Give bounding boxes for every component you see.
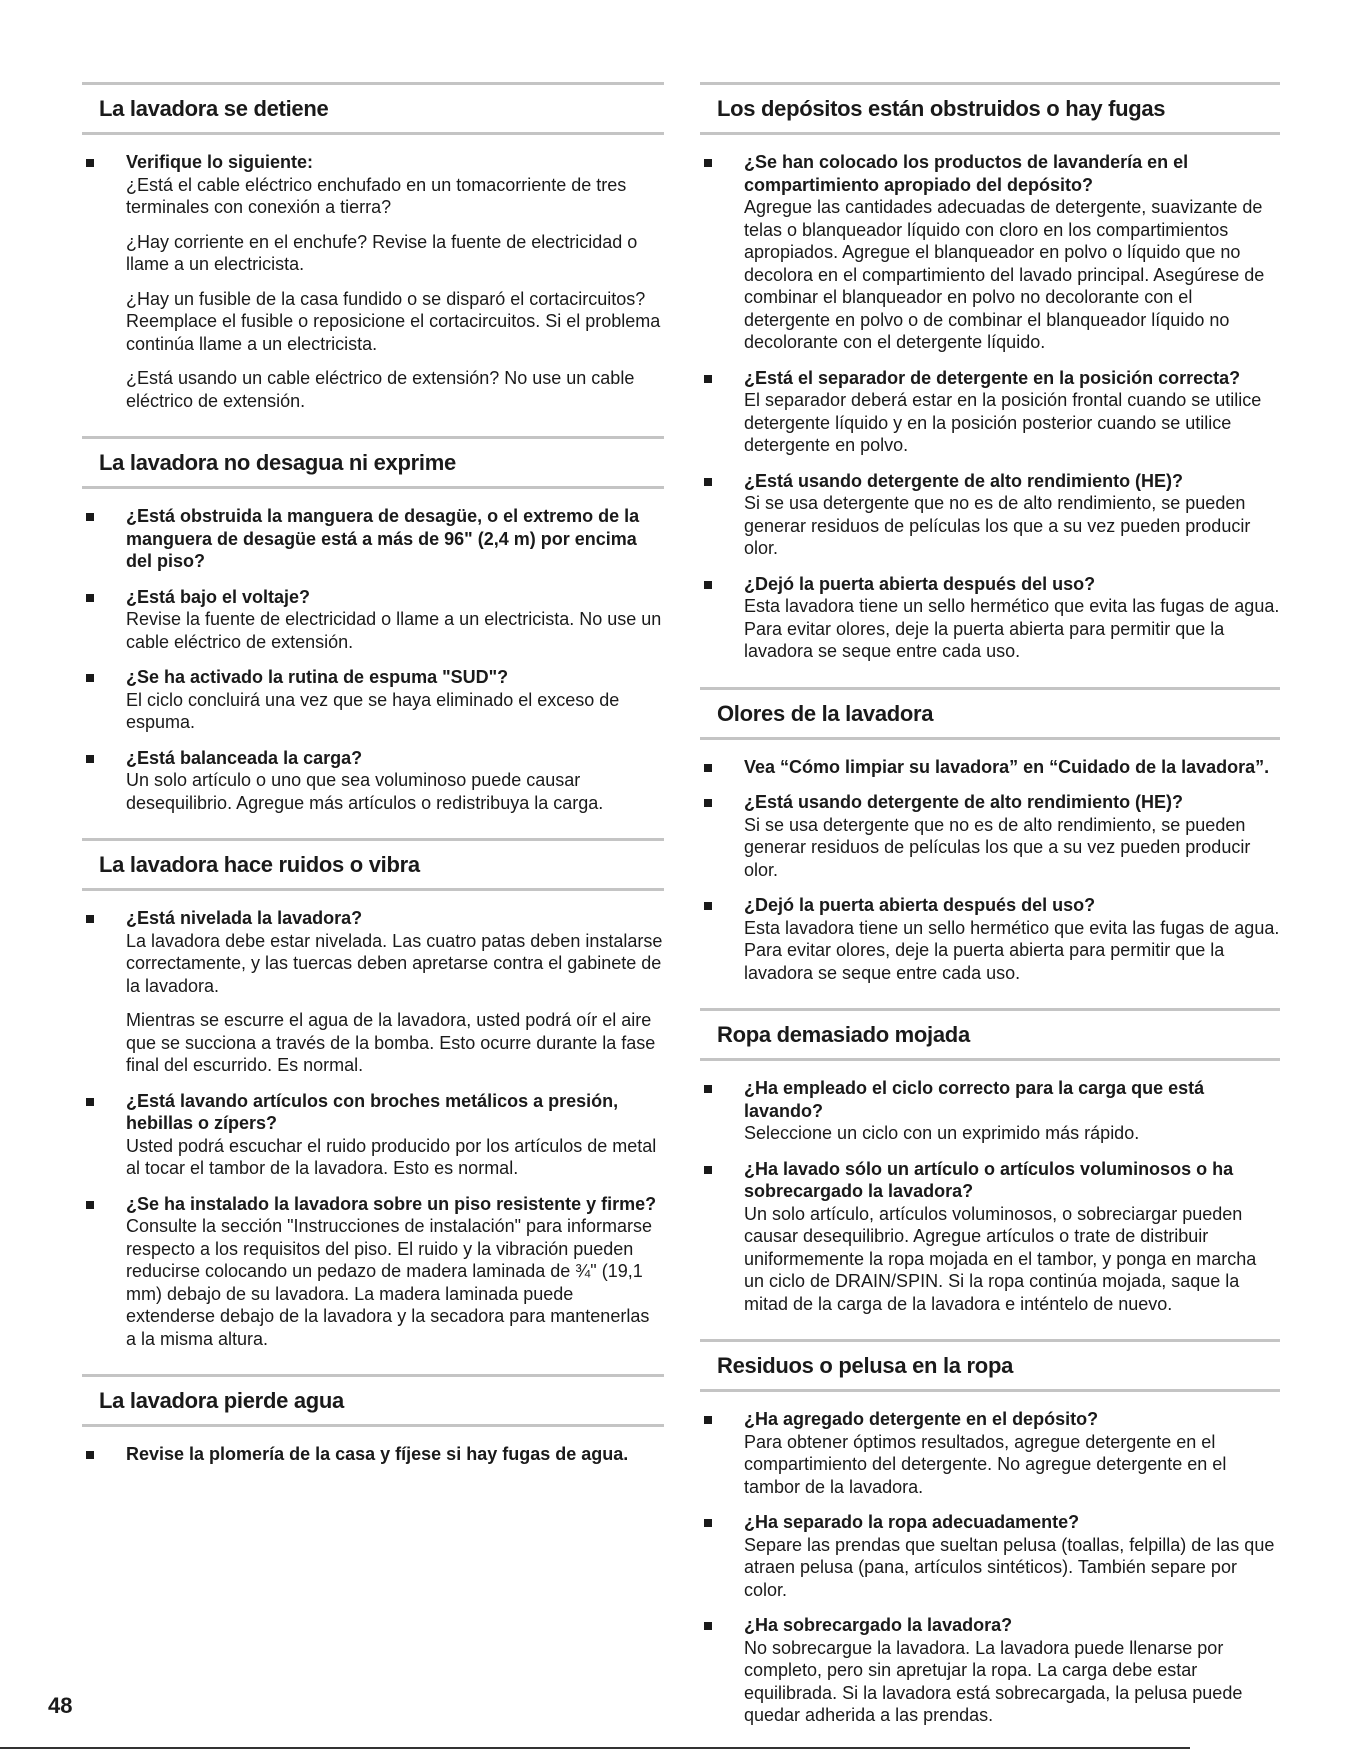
item-answer: Agregue las cantidades adecuadas de detergente, suavizante de telas o blanqueador líquido con cloro en los compartimientos apropiados. Agregue el blanqueador en polvo o líquido que no decolora en el compartimiento del lavado principal. Asegúrese de combinar el blanqueador en polvo no decolorante con el detergente en polvo o de combinar el blanqueador líquido no decolorante con el detergente líquido. — [744, 197, 1265, 352]
item-answer: Si se usa detergente que no es de alto rendimiento, se pueden generar residuos de películas los que a su vez pueden producir olor. — [744, 814, 1251, 880]
item-question: ¿Está obstruida la manguera de desagüe, o el extremo de la manguera de desagüe está a más de 96" (2,4 m) por encima del piso? — [126, 506, 640, 571]
list-item — [700, 470, 1280, 560]
item-paragraph: ¿Hay un fusible de la casa fundido o se disparó el cortacircuitos? Reemplace el fusible o reposicione el cortacircuitos. Si el problema continúa llame a un electricista. — [126, 288, 661, 354]
list-item — [82, 151, 664, 412]
item-question: ¿Está lavando artículos con broches metálicos a presión, hebillas o zípers? — [126, 1090, 619, 1133]
list-item — [82, 1193, 664, 1351]
section-title: Los depósitos están obstruidos o hay fugas — [717, 96, 1166, 121]
item-question: ¿Está nivelada la lavadora? — [126, 908, 363, 928]
bullet-icon — [704, 1166, 712, 1174]
bullet-icon — [704, 1519, 712, 1527]
list-item — [82, 505, 664, 573]
bullet-icon — [704, 581, 712, 589]
item-question: Vea “Cómo limpiar su lavadora” en “Cuidado de la lavadora”. — [744, 756, 1270, 777]
section-header — [700, 1339, 1280, 1392]
right-column — [700, 82, 1280, 1751]
bullet-icon — [86, 1201, 94, 1209]
section-la-lavadora-hace-ruidos-o-vibra — [82, 838, 664, 1350]
list-item — [82, 1443, 664, 1466]
item-answer: No sobrecargue la lavadora. La lavadora puede llenarse por completo, pero sin apretujar la ropa. La carga debe estar equilibrada. Si la lavadora está sobrecargada, la pelusa puede quedar adherida a las prendas. — [744, 1637, 1243, 1725]
item-question: ¿Está balanceada la carga? — [126, 747, 363, 768]
section-la-lavadora-pierde-agua — [82, 1374, 664, 1466]
item-question: ¿Ha sobrecargado la lavadora? — [744, 1615, 1013, 1635]
section-residuos-o-pelusa-en-la-ropa — [700, 1339, 1280, 1727]
section-la-lavadora-no-desagua-ni-exprime — [82, 436, 664, 814]
bullet-icon — [704, 799, 712, 807]
bullet-icon — [704, 159, 712, 167]
section-header — [700, 1008, 1280, 1061]
item-question: Revise la plomería de la casa y fíjese si hay fugas de agua. — [126, 1444, 629, 1464]
bullet-icon — [86, 1451, 94, 1459]
item-question: ¿Se ha instalado la lavadora sobre un piso resistente y firme? — [126, 1193, 657, 1214]
list-item — [700, 1158, 1280, 1316]
section-title: La lavadora no desagua ni exprime — [99, 450, 456, 475]
item-question: ¿Está bajo el voltaje? — [126, 586, 311, 607]
item-answer: Seleccione un ciclo con un exprimido más rápido. — [744, 1123, 1140, 1143]
list-item — [82, 666, 664, 734]
bullet-icon — [86, 674, 94, 682]
list-item — [700, 1511, 1280, 1601]
list-item — [82, 586, 664, 654]
item-answer: La lavadora debe estar nivelada. Las cuatro patas deben instalarse correctamente, y las tuercas deben apretarse contra el gabinete de la lavadora. — [126, 930, 663, 996]
left-column — [82, 82, 664, 1490]
bullet-icon — [704, 764, 712, 772]
item-answer: Esta lavadora tiene un sello hermético que evita las fugas de agua. Para evitar olores, deje la puerta abierta para permitir que la lavadora se seque entre cada uso. — [744, 917, 1280, 983]
list-item — [700, 573, 1280, 663]
section-header — [82, 838, 664, 891]
list-item — [700, 1614, 1280, 1727]
item-answer: Si se usa detergente que no es de alto rendimiento, se pueden generar residuos de películas los que a su vez pueden producir olor. — [744, 493, 1251, 558]
section-header — [82, 82, 664, 135]
section-los-depositos-estan-obstruidos-o-hay-fugas — [700, 82, 1280, 663]
item-answer: Esta lavadora tiene un sello hermético que evita las fugas de agua. Para evitar olores, deje la puerta abierta para permitir que la lavadora se seque entre cada uso. — [744, 596, 1280, 661]
section-header — [700, 687, 1280, 740]
section-title: Ropa demasiado mojada — [717, 1022, 970, 1047]
item-answer: El separador deberá estar en la posición frontal cuando se utilice detergente líquido y en la posición posterior cuando se utilice detergente en polvo. — [744, 390, 1262, 455]
bullet-icon — [704, 478, 712, 486]
bullet-icon — [704, 1416, 712, 1424]
item-question: ¿Ha agregado detergente en el depósito? — [744, 1409, 1099, 1429]
item-answer: Un solo artículo o uno que sea voluminoso puede causar desequilibrio. Agregue más artículos o redistribuya la carga. — [126, 770, 604, 813]
item-answer: Usted podrá escuchar el ruido producido por los artículos de metal al tocar el tambor de la lavadora. Esto es normal. — [126, 1135, 657, 1178]
list-item — [700, 756, 1280, 779]
list-item — [700, 1408, 1280, 1498]
bottom-rule — [0, 1747, 1190, 1749]
item-paragraph: ¿Está usando un cable eléctrico de extensión? No use un cable eléctrico de extensión. — [126, 368, 635, 411]
section-header — [700, 82, 1280, 135]
bullet-icon — [704, 1085, 712, 1093]
item-answer: Revise la fuente de electricidad o llame a un electricista. No use un cable eléctrico de extensión. — [126, 609, 662, 652]
item-answer: ¿Está el cable eléctrico enchufado en un tomacorriente de tres terminales con conexión a tierra? — [126, 174, 627, 217]
list-item — [700, 1077, 1280, 1145]
item-paragraph: ¿Hay corriente en el enchufe? Revise la fuente de electricidad o llame a un electricista. — [126, 231, 638, 274]
list-item — [700, 151, 1280, 354]
list-item — [82, 907, 664, 1077]
list-item — [82, 1090, 664, 1180]
bullet-icon — [86, 159, 94, 167]
section-header — [82, 1374, 664, 1427]
item-answer: Un solo artículo, artículos voluminosos, o sobreciargar pueden causar desequilibrio. Agregue artículos o trate de distribuir uniformemente la ropa mojada en el tambor, y ponga en marcha un ciclo de DRAIN/SPIN. Si la ropa continúa mojada, saque la mitad de la carga de la lavadora e inténtelo de nuevo. — [744, 1203, 1257, 1314]
item-question: ¿Está usando detergente de alto rendimiento (HE)? — [744, 470, 1184, 491]
section-title: Residuos o pelusa en la ropa — [717, 1353, 1014, 1378]
item-question: Verifique lo siguiente: — [126, 152, 314, 172]
item-question: ¿Dejó la puerta abierta después del uso? — [744, 573, 1096, 594]
page-number: 48 — [48, 1693, 73, 1718]
section-title: La lavadora se detiene — [99, 96, 329, 121]
item-answer: Consulte la sección "Instrucciones de instalación" para informarse respecto a los requisitos del piso. El ruido y la vibración pueden reducirse colocando un pedazo de madera laminada de ¾" (19,1 mm) debajo de su lavadora. La madera laminada puede extenderse debajo de la lavadora y la secadora para mantenerlas a la misma altura. — [126, 1216, 653, 1349]
bullet-icon — [704, 902, 712, 910]
section-olores-de-la-lavadora — [700, 687, 1280, 985]
bullet-icon — [704, 1622, 712, 1630]
bullet-icon — [86, 915, 94, 923]
item-paragraph: Mientras se escurre el agua de la lavadora, usted podrá oír el aire que se succiona a través de la bomba. Esto ocurre durante la fase final del escurrido. Es normal. — [126, 1010, 656, 1075]
item-question: ¿Ha empleado el ciclo correcto para la carga que está lavando? — [744, 1078, 1205, 1121]
item-question: ¿Ha separado la ropa adecuadamente? — [744, 1512, 1080, 1532]
item-question: ¿Se han colocado los productos de lavandería en el compartimiento apropiado del depósito? — [744, 152, 1189, 195]
list-item — [700, 367, 1280, 457]
item-answer: Para obtener óptimos resultados, agregue detergente en el compartimiento del detergente. No agregue detergente en el tambor de la lavadora. — [744, 1431, 1227, 1497]
list-item — [82, 747, 664, 815]
bullet-icon — [86, 1098, 94, 1106]
item-answer: Separe las prendas que sueltan pelusa (toallas, felpilla) de las que atraen pelusa (pana, artículos sintéticos). También separe por color. — [744, 1534, 1275, 1600]
item-question: ¿Se ha activado la rutina de espuma "SUD"? — [126, 667, 509, 687]
item-question: ¿Dejó la puerta abierta después del uso? — [744, 895, 1096, 915]
section-title: La lavadora pierde agua — [99, 1388, 344, 1413]
item-question: ¿Ha lavado sólo un artículo o artículos voluminosos o ha sobrecargado la lavadora? — [744, 1158, 1234, 1201]
bullet-icon — [86, 513, 94, 521]
item-answer: El ciclo concluirá una vez que se haya eliminado el exceso de espuma. — [126, 689, 620, 732]
item-question: ¿Está el separador de detergente en la posición correcta? — [744, 367, 1241, 388]
bullet-icon — [86, 594, 94, 602]
list-item — [700, 791, 1280, 881]
section-title: Olores de la lavadora — [717, 700, 934, 726]
section-title: La lavadora hace ruidos o vibra — [99, 852, 420, 877]
bullet-icon — [86, 755, 94, 763]
section-header — [82, 436, 664, 489]
section-la-lavadora-se-detiene — [82, 82, 664, 412]
section-ropa-demasiado-mojada — [700, 1008, 1280, 1315]
list-item — [700, 894, 1280, 984]
bullet-icon — [704, 375, 712, 383]
item-question: ¿Está usando detergente de alto rendimiento (HE)? — [744, 792, 1184, 812]
